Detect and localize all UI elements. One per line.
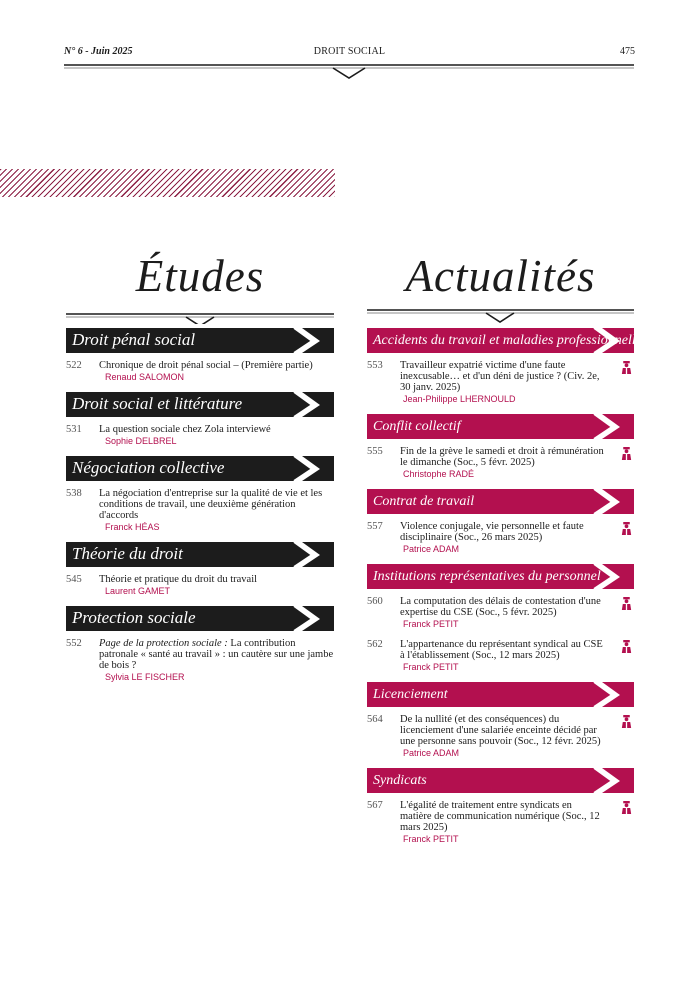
- article-entry[interactable]: [367, 521, 634, 555]
- article-page-number: 564: [367, 714, 383, 725]
- section-title: Institutions représentatives du personnel: [373, 569, 601, 584]
- article-page-number: 560: [367, 596, 383, 607]
- article-title-text: Violence conjugale, vie personnelle et faute disciplinaire (Soc., 26 mars 2025): [400, 521, 584, 543]
- article-page-number: 555: [367, 446, 383, 457]
- actualites-column: [367, 250, 648, 854]
- article-title: [400, 446, 604, 468]
- article-title-text: Chronique de droit pénal social – (Première partie): [99, 360, 313, 371]
- article-page-number: 552: [66, 638, 82, 649]
- article-author: Franck PETIT: [403, 834, 459, 844]
- article-title-text: Théorie et pratique du droit du travail: [99, 574, 258, 585]
- article-page-number: 545: [66, 574, 82, 585]
- section-header: [367, 414, 634, 439]
- article-entry[interactable]: [66, 424, 334, 447]
- article-title: [400, 596, 604, 618]
- article-entry[interactable]: [367, 800, 634, 845]
- section-title: Accidents du travail et maladies professionnelles: [373, 333, 648, 348]
- article-title: [400, 360, 604, 393]
- section-title: Conflit collectif: [373, 419, 461, 434]
- article-page-number: 531: [66, 424, 82, 435]
- article-title: [99, 488, 334, 521]
- article-entry[interactable]: [367, 360, 634, 405]
- actualites-heading: Actualités: [405, 251, 596, 301]
- judge-icon: [620, 597, 633, 610]
- article-title-text: La question sociale chez Zola interviewé: [99, 424, 271, 435]
- etudes-heading-rule: [66, 302, 334, 324]
- article-entry[interactable]: [66, 638, 334, 683]
- article-title-text: L'appartenance du représentant syndical au CSE à l'établissement (Soc., 12 mars 2025): [400, 639, 603, 661]
- article-page-number: 567: [367, 800, 383, 811]
- article-author: Jean-Philippe LHERNOULD: [403, 394, 516, 404]
- article-title: [99, 424, 334, 435]
- judge-icon: [620, 801, 633, 814]
- article-author: Franck PETIT: [403, 662, 459, 672]
- article-entry[interactable]: [66, 488, 334, 533]
- article-page-number: 522: [66, 360, 82, 371]
- article-author: Renaud SALOMON: [105, 372, 185, 382]
- article-title-text: De la nullité (et des conséquences) du licenciement d'une salariée enceinte décidé par une personne sans pouvoir (Soc., 12 févr. 2025): [400, 714, 601, 747]
- section-title: Syndicats: [373, 773, 427, 788]
- article-entry[interactable]: [367, 446, 634, 480]
- etudes-sections: [66, 328, 334, 683]
- article-entry[interactable]: [367, 714, 634, 759]
- section-title: Théorie du droit: [72, 544, 183, 563]
- article-author: Laurent GAMET: [105, 586, 171, 596]
- article-title: [400, 639, 604, 661]
- article-title: [400, 521, 604, 543]
- article-entry[interactable]: [367, 639, 634, 673]
- article-title: [99, 638, 334, 671]
- section-header: [66, 328, 334, 353]
- journal-title: DROIT SOCIAL: [313, 46, 386, 57]
- article-author: Christophe RADÉ: [403, 469, 475, 479]
- issue-label: N° 6 - Juin 2025: [64, 46, 133, 57]
- section-header: [66, 606, 334, 631]
- etudes-column: [66, 250, 334, 692]
- hatched-band: [0, 169, 335, 197]
- judge-icon: [620, 361, 633, 374]
- section-header: [367, 328, 648, 353]
- section-title: Droit pénal social: [72, 330, 196, 349]
- article-title-text: Travailleur expatrié victime d'une faute inexcusable… et d'un déni de justice ? (Civ. 2e, 30 janv. 2025): [400, 360, 600, 393]
- section-header: [367, 489, 634, 514]
- section-title: Contrat de travail: [373, 494, 475, 509]
- article-title: [99, 360, 334, 371]
- article-page-number: 557: [367, 521, 383, 532]
- section-header: [367, 564, 634, 589]
- page-number: 475: [620, 46, 635, 57]
- article-title: [400, 714, 604, 747]
- article-title-lead: Page de la protection sociale :: [99, 638, 228, 649]
- section-header: [367, 768, 634, 793]
- article-entry[interactable]: [66, 360, 334, 383]
- section-header: [66, 392, 334, 417]
- article-entry[interactable]: [367, 596, 634, 630]
- article-title-text: La computation des délais de contestation d'une expertise du CSE (Soc., 5 févr. 2025): [400, 596, 601, 618]
- judge-icon: [620, 447, 633, 460]
- judge-icon: [620, 640, 633, 653]
- article-title-text: La contribution patronale « santé au travail » : un cautère sur une jambe de bois ?: [99, 638, 334, 671]
- article-author: Sylvia LE FISCHER: [105, 672, 185, 682]
- article-page-number: 562: [367, 639, 383, 650]
- section-header: [66, 456, 334, 481]
- article-author: Franck PETIT: [403, 619, 459, 629]
- judge-icon: [620, 522, 633, 535]
- article-title-text: Fin de la grève le samedi et droit à rémunération le dimanche (Soc., 5 févr. 2025): [400, 446, 604, 468]
- actualites-heading-rule: [367, 302, 634, 324]
- article-author: Patrice ADAM: [403, 748, 460, 758]
- article-page-number: 553: [367, 360, 383, 371]
- section-header: [66, 542, 334, 567]
- etudes-heading: Études: [135, 251, 265, 301]
- section-title: Négociation collective: [72, 458, 225, 477]
- article-title: [400, 800, 604, 833]
- actualites-sections: [367, 328, 648, 845]
- article-page-number: 538: [66, 488, 82, 499]
- header-rule: [64, 61, 634, 83]
- article-title-text: La négociation d'entreprise sur la qualité de vie et les conditions de travail, une deuxième génération d'accords: [99, 488, 323, 521]
- article-title-text: L'égalité de traitement entre syndicats en matière de communication numérique (Soc., 12 mars 2025): [400, 800, 600, 833]
- section-header: [367, 682, 634, 707]
- article-title: [99, 574, 334, 585]
- article-author: Sophie DELBREL: [105, 436, 177, 446]
- article-author: Patrice ADAM: [403, 544, 460, 554]
- judge-icon: [620, 715, 633, 728]
- section-title: Protection sociale: [72, 608, 196, 627]
- section-title: Licenciement: [373, 687, 448, 702]
- section-title: Droit social et littérature: [72, 394, 243, 413]
- article-author: Franck HÉAS: [105, 522, 160, 532]
- article-entry[interactable]: [66, 574, 334, 597]
